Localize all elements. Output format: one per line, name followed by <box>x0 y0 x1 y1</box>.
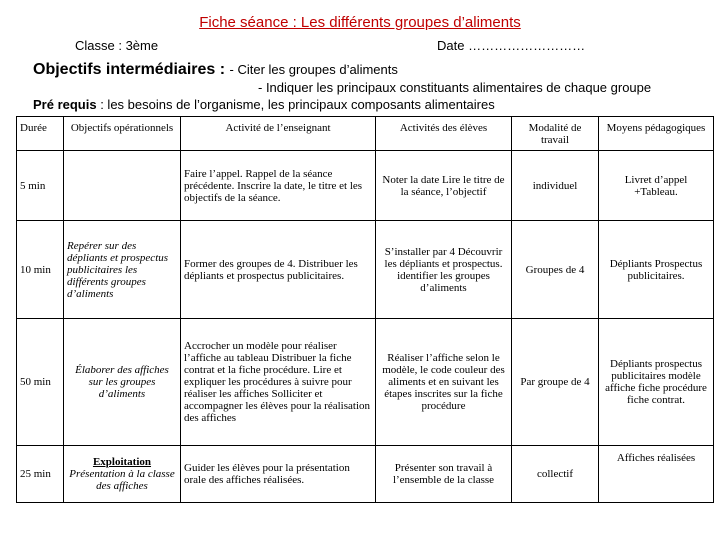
cell-modalite: individuel <box>512 151 599 221</box>
cell-eleves: S’installer par 4 Découvrir les dépliants et prospectus. identifier les groupes d’aliments <box>376 221 512 319</box>
table-row <box>17 446 714 503</box>
cell-objectif: Repérer sur des dépliants et prospectus publicitaires les différents groupes d’aliments <box>64 221 181 319</box>
cell-eleves: Réaliser l’affiche selon le modèle, le code couleur des aliments et en suivant les étapes inscrites sur la fiche procédure <box>376 319 512 446</box>
objectif-1: - Citer les groupes d’aliments <box>229 62 398 77</box>
cell-duree: 50 min <box>17 319 64 446</box>
cell-modalite: Par groupe de 4 <box>512 319 599 446</box>
cell-eleves: Noter la date Lire le titre de la séance, l’objectif <box>376 151 512 221</box>
cell-objectif <box>64 446 181 503</box>
prerequis-line <box>33 97 495 112</box>
prerequis-text: : les besoins de l’organisme, les principaux composants alimentaires <box>96 97 495 112</box>
table-row <box>17 221 714 319</box>
objectif-2: - Indiquer les principaux constituants alimentaires de chaque groupe <box>258 80 652 95</box>
table-header-row <box>17 117 714 151</box>
objectif-title: Exploitation <box>92 456 152 468</box>
page-title: Fiche séance : Les différents groupes d’aliments <box>199 14 521 31</box>
date-label: Date ……………………… <box>437 38 586 53</box>
cell-duree: 10 min <box>17 221 64 319</box>
cell-moyens: Dépliants prospectus publicitaires modèle affiche fiche procédure fiche contrat. <box>599 319 714 446</box>
cell-enseignant: Guider les élèves pour la présentation orale des affiches réalisées. <box>181 446 376 503</box>
header-duree: Durée <box>17 117 64 151</box>
objectifs-line <box>33 61 398 79</box>
cell-objectif <box>64 151 181 221</box>
cell-enseignant: Accrocher un modèle pour réaliser l’affiche au tableau Distribuer la fiche contrat et la fiche procédure. Lire et expliquer les procédures à suivre pour réaliser les affiches Solliciter et accompagner les élèves pour la réalisation des affiches <box>181 319 376 446</box>
table-row <box>17 151 714 221</box>
seance-table <box>16 116 714 503</box>
cell-objectif: Élaborer des affiches sur les groupes d’aliments <box>64 319 181 446</box>
cell-moyens: Affiches réalisées <box>599 446 714 503</box>
cell-duree: 5 min <box>17 151 64 221</box>
objectifs-separator: : <box>215 61 230 78</box>
objectif-text: Présentation à la classe des affiches <box>69 468 175 492</box>
cell-moyens: Livret d’appel +Tableau. <box>599 151 714 221</box>
objectifs-label: Objectifs intermédiaires <box>33 61 216 78</box>
prerequis-label: Pré requis <box>33 97 97 112</box>
cell-modalite: Groupes de 4 <box>512 221 599 319</box>
header-objectifs: Objectifs opérationnels <box>64 117 181 151</box>
cell-eleves: Présenter son travail à l’ensemble de la classe <box>376 446 512 503</box>
cell-enseignant: Faire l’appel. Rappel de la séance précédente. Inscrire la date, le titre et les objectifs de la séance. <box>181 151 376 221</box>
cell-enseignant: Former des groupes de 4. Distribuer les dépliants et prospectus publicitaires. <box>181 221 376 319</box>
table-row <box>17 319 714 446</box>
classe-label: Classe : 3ème <box>75 38 159 53</box>
header-modalite: Modalité de travail <box>512 117 599 151</box>
cell-modalite: collectif <box>512 446 599 503</box>
header-moyens: Moyens pédagogiques <box>599 117 714 151</box>
header-eleves: Activités des élèves <box>376 117 512 151</box>
cell-moyens: Dépliants Prospectus publicitaires. <box>599 221 714 319</box>
cell-duree: 25 min <box>17 446 64 503</box>
header-enseignant: Activité de l’enseignant <box>181 117 376 151</box>
